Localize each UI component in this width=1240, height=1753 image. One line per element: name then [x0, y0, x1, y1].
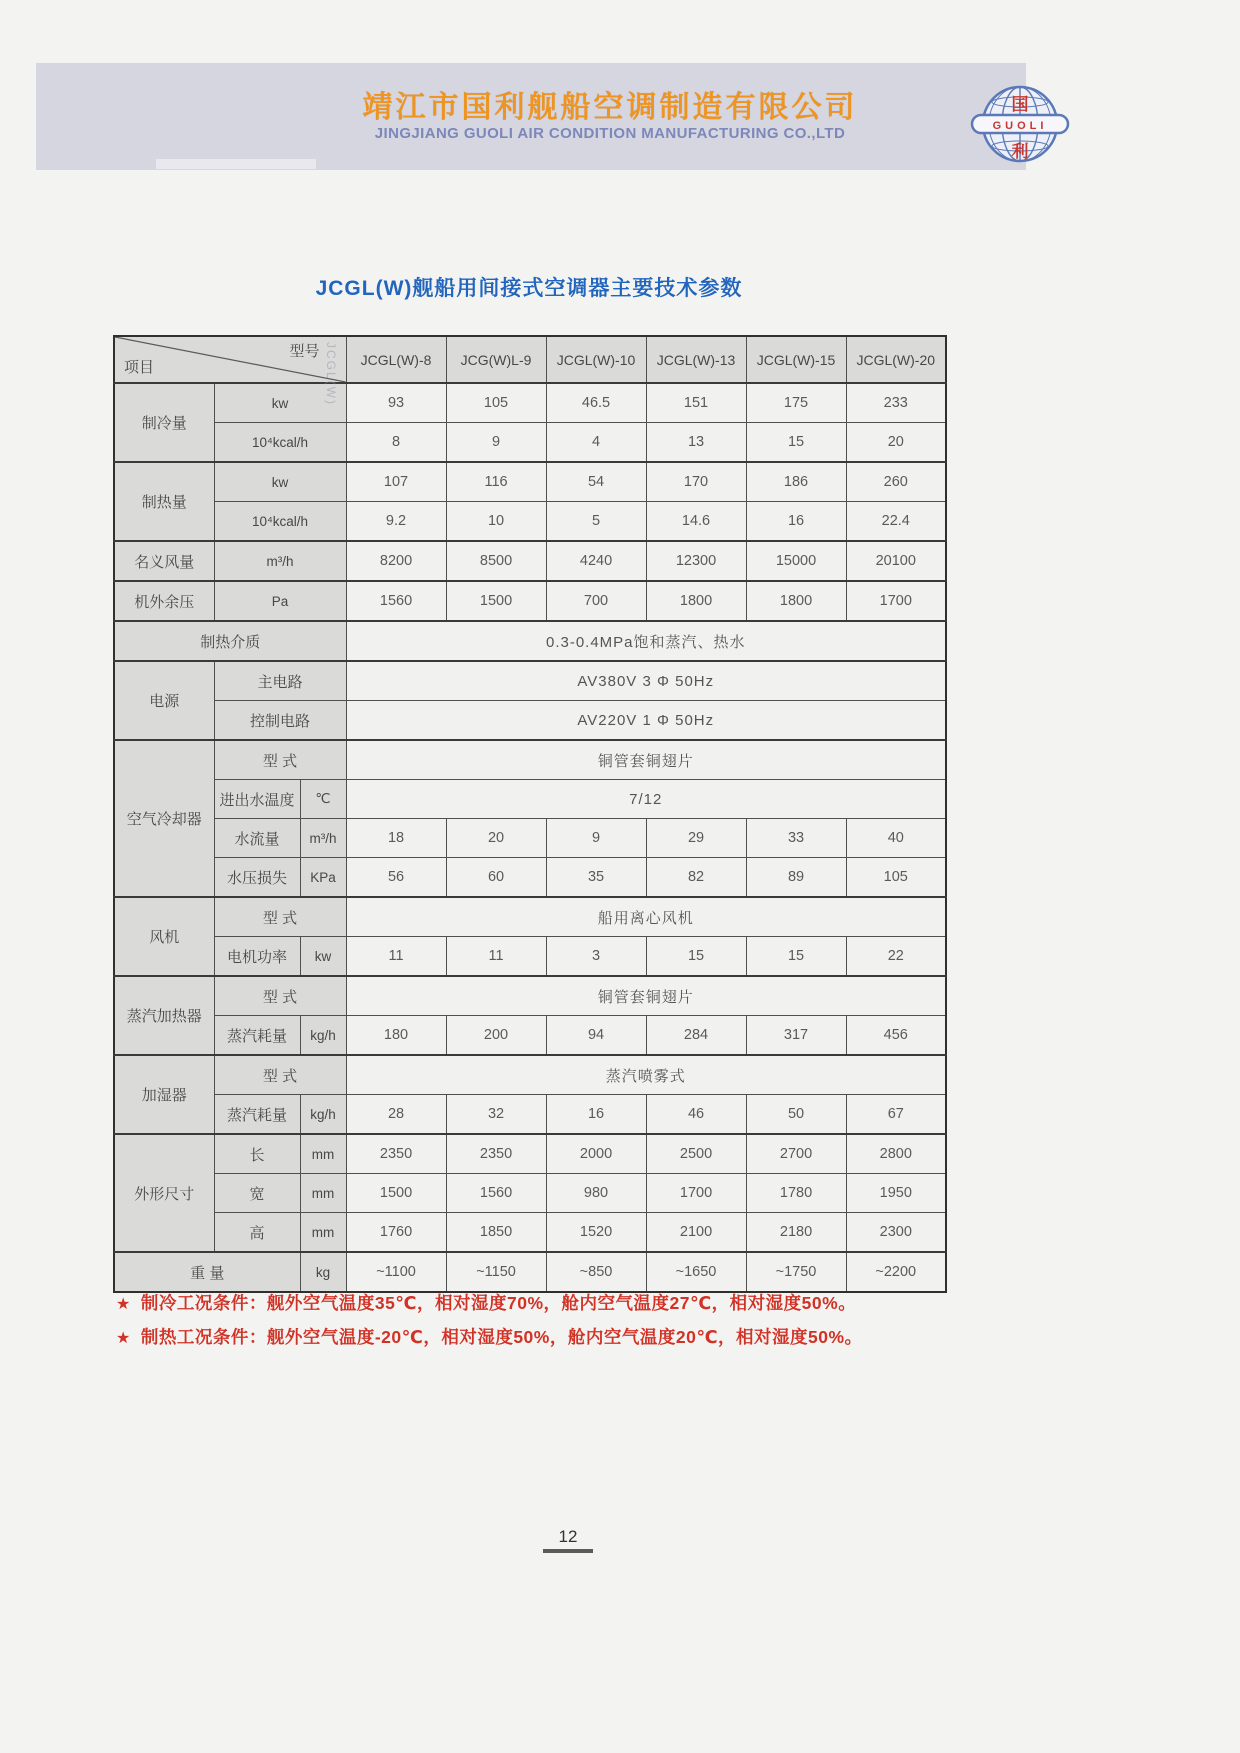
value-cell: 105	[446, 383, 546, 423]
value-cell: 46	[646, 1095, 746, 1135]
unit-cell: ℃	[300, 780, 346, 819]
corner-label-item: 项目	[124, 359, 155, 376]
value-cell: 35	[546, 858, 646, 898]
unit-cell: kg/h	[300, 1095, 346, 1135]
footnotes	[116, 1290, 976, 1358]
value-cell: 116	[446, 462, 546, 502]
table-row	[114, 740, 946, 780]
value-cell: 200	[446, 1016, 546, 1056]
value-cell: 5	[546, 502, 646, 542]
value-cell: 1760	[346, 1213, 446, 1253]
value-cell: 700	[546, 581, 646, 621]
value-cell: 1700	[646, 1174, 746, 1213]
value-cell: 10	[446, 502, 546, 542]
table-corner-cell	[114, 336, 346, 383]
value-cell: 11	[346, 937, 446, 977]
value-cell: 67	[846, 1095, 946, 1135]
value-cell: 12300	[646, 541, 746, 581]
value-cell: 1800	[646, 581, 746, 621]
row-label-cell: 型 式	[214, 740, 346, 780]
table-body	[114, 383, 946, 1292]
value-cell: 233	[846, 383, 946, 423]
table-row	[114, 1252, 946, 1292]
value-cell: ~2200	[846, 1252, 946, 1292]
value-cell: 89	[746, 858, 846, 898]
page-title: JCGL(W)舰船用间接式空调器主要技术参数	[315, 277, 743, 300]
row-label-cell: 型 式	[214, 976, 346, 1016]
unit-cell: 10⁴kcal/h	[214, 502, 346, 542]
unit-cell: mm	[300, 1134, 346, 1174]
value-cell: 2000	[546, 1134, 646, 1174]
value-cell: 16	[746, 502, 846, 542]
footnote-item	[116, 1324, 976, 1349]
table-header-row	[114, 336, 946, 383]
value-cell: 22.4	[846, 502, 946, 542]
table-row	[114, 541, 946, 581]
company-name-zh: 靖江市国利舰船空调制造有限公司	[362, 91, 858, 124]
value-cell: 107	[346, 462, 446, 502]
row-label-cell: 制冷量	[114, 383, 214, 462]
value-cell: ~1750	[746, 1252, 846, 1292]
value-cell: 40	[846, 819, 946, 858]
value-cell: 15	[746, 937, 846, 977]
row-label-cell: 控制电路	[214, 701, 346, 741]
row-label-cell: 制热介质	[114, 621, 346, 661]
value-cell: 170	[646, 462, 746, 502]
table-row	[114, 701, 946, 741]
value-cell: 29	[646, 819, 746, 858]
spec-table	[113, 335, 947, 1293]
table-row	[114, 661, 946, 701]
value-cell: 13	[646, 423, 746, 463]
value-cell: 2350	[446, 1134, 546, 1174]
unit-cell: m³/h	[300, 819, 346, 858]
row-label-cell: 宽	[214, 1174, 300, 1213]
value-cell: 14.6	[646, 502, 746, 542]
row-label-cell: 电源	[114, 661, 214, 740]
row-label-cell: 蒸汽耗量	[214, 1095, 300, 1135]
unit-cell: kw	[214, 383, 346, 423]
table-row	[114, 937, 946, 977]
merged-value-cell: 船用离心风机	[346, 897, 946, 937]
unit-cell: kg	[300, 1252, 346, 1292]
value-cell: 8	[346, 423, 446, 463]
table-row	[114, 423, 946, 463]
globe-icon	[970, 72, 1070, 172]
value-cell: 16	[546, 1095, 646, 1135]
value-cell: 82	[646, 858, 746, 898]
value-cell: 4240	[546, 541, 646, 581]
company-name-en: JINGJIANG GUOLI AIR CONDITION MANUFACTURING CO.,LTD	[374, 125, 846, 142]
value-cell: 46.5	[546, 383, 646, 423]
footnote-item	[116, 1290, 976, 1315]
table-row	[114, 1055, 946, 1095]
row-label-cell: 蒸汽加热器	[114, 976, 214, 1055]
table-row	[114, 1134, 946, 1174]
table-row	[114, 581, 946, 621]
unit-cell: m³/h	[214, 541, 346, 581]
unit-cell: 10⁴kcal/h	[214, 423, 346, 463]
model-header-cell: JCGL(W)-13	[646, 336, 746, 383]
value-cell: 20	[446, 819, 546, 858]
value-cell: 2800	[846, 1134, 946, 1174]
row-label-cell: 加湿器	[114, 1055, 214, 1134]
row-label-cell: 外形尺寸	[114, 1134, 214, 1252]
model-header-cell: JCGL(W)-20	[846, 336, 946, 383]
value-cell: 1850	[446, 1213, 546, 1253]
row-label-cell: 制热量	[114, 462, 214, 541]
value-cell: ~850	[546, 1252, 646, 1292]
value-cell: ~1150	[446, 1252, 546, 1292]
value-cell: 1700	[846, 581, 946, 621]
unit-cell: KPa	[300, 858, 346, 898]
value-cell: 105	[846, 858, 946, 898]
footnote-text: 制热工况条件：舰外空气温度-20℃，相对湿度50%，舱内空气温度20℃，相对湿度50%。	[140, 1327, 863, 1347]
value-cell: 2300	[846, 1213, 946, 1253]
value-cell: 93	[346, 383, 446, 423]
value-cell: 2180	[746, 1213, 846, 1253]
value-cell: 456	[846, 1016, 946, 1056]
value-cell: 1520	[546, 1213, 646, 1253]
value-cell: 54	[546, 462, 646, 502]
value-cell: ~1100	[346, 1252, 446, 1292]
logo-top-char: 国	[1011, 95, 1029, 114]
logo-banner-text: GUOLI	[992, 120, 1048, 132]
row-label-cell: 电机功率	[214, 937, 300, 977]
row-label-cell: 高	[214, 1213, 300, 1253]
scan-ghost-text: JCGL(W)	[324, 342, 338, 406]
row-label-cell: 进出水温度	[214, 780, 300, 819]
table-row	[114, 502, 946, 542]
table-row	[114, 858, 946, 898]
star-icon: ★	[116, 1296, 131, 1313]
table-row	[114, 462, 946, 502]
value-cell: 9	[546, 819, 646, 858]
corner-label-model: 型号	[289, 343, 320, 360]
page-number: 12	[543, 1527, 594, 1553]
unit-cell: kg/h	[300, 1016, 346, 1056]
table-row	[114, 1174, 946, 1213]
row-label-cell: 机外余压	[114, 581, 214, 621]
row-label-cell: 水流量	[214, 819, 300, 858]
value-cell: 9	[446, 423, 546, 463]
value-cell: 317	[746, 1016, 846, 1056]
unit-cell: Pa	[214, 581, 346, 621]
value-cell: 2700	[746, 1134, 846, 1174]
value-cell: 1800	[746, 581, 846, 621]
value-cell: 32	[446, 1095, 546, 1135]
row-label-cell: 名义风量	[114, 541, 214, 581]
table-row	[114, 1016, 946, 1056]
value-cell: 1560	[446, 1174, 546, 1213]
table-row	[114, 1213, 946, 1253]
unit-cell: kw	[214, 462, 346, 502]
value-cell: 2350	[346, 1134, 446, 1174]
value-cell: 186	[746, 462, 846, 502]
value-cell: 2100	[646, 1213, 746, 1253]
value-cell: 1950	[846, 1174, 946, 1213]
merged-value-cell: 铜管套铜翅片	[346, 976, 946, 1016]
value-cell: 33	[746, 819, 846, 858]
value-cell: 980	[546, 1174, 646, 1213]
page-number-wrap	[488, 1527, 648, 1553]
merged-value-cell: 蒸汽喷雾式	[346, 1055, 946, 1095]
value-cell: 2500	[646, 1134, 746, 1174]
model-header-cell: JCGL(W)-10	[546, 336, 646, 383]
value-cell: 175	[746, 383, 846, 423]
table-row	[114, 780, 946, 819]
value-cell: 15	[746, 423, 846, 463]
value-cell: 9.2	[346, 502, 446, 542]
value-cell: 60	[446, 858, 546, 898]
value-cell: 11	[446, 937, 546, 977]
merged-value-cell: 铜管套铜翅片	[346, 740, 946, 780]
value-cell: 28	[346, 1095, 446, 1135]
value-cell: 3	[546, 937, 646, 977]
row-label-cell: 主电路	[214, 661, 346, 701]
value-cell: 1780	[746, 1174, 846, 1213]
value-cell: 15	[646, 937, 746, 977]
value-cell: 20100	[846, 541, 946, 581]
value-cell: 260	[846, 462, 946, 502]
row-label-cell: 型 式	[214, 897, 346, 937]
row-label-cell: 型 式	[214, 1055, 346, 1095]
table-row	[114, 1095, 946, 1135]
row-label-cell: 风机	[114, 897, 214, 976]
company-logo	[970, 72, 1070, 172]
unit-cell: kw	[300, 937, 346, 977]
logo-bottom-char: 利	[1011, 142, 1029, 161]
table-row	[114, 621, 946, 661]
row-label-cell: 长	[214, 1134, 300, 1174]
star-icon: ★	[116, 1330, 131, 1347]
value-cell: 284	[646, 1016, 746, 1056]
footnote-text: 制冷工况条件：舰外空气温度35℃，相对湿度70%，舱内空气温度27℃，相对湿度50%。	[140, 1293, 857, 1313]
row-label-cell: 空气冷却器	[114, 740, 214, 897]
value-cell: 8500	[446, 541, 546, 581]
merged-value-cell: 7/12	[346, 780, 946, 819]
value-cell: 8200	[346, 541, 446, 581]
merged-value-cell: AV220V 1 Φ 50Hz	[346, 701, 946, 741]
value-cell: 15000	[746, 541, 846, 581]
value-cell: 180	[346, 1016, 446, 1056]
unit-cell: mm	[300, 1174, 346, 1213]
row-label-cell: 蒸汽耗量	[214, 1016, 300, 1056]
value-cell: 20	[846, 423, 946, 463]
value-cell: 151	[646, 383, 746, 423]
value-cell: 1500	[446, 581, 546, 621]
model-header-cell: JCGL(W)-15	[746, 336, 846, 383]
table-row	[114, 383, 946, 423]
row-label-cell: 水压损失	[214, 858, 300, 898]
table-row	[114, 819, 946, 858]
value-cell: 4	[546, 423, 646, 463]
value-cell: 50	[746, 1095, 846, 1135]
value-cell: 22	[846, 937, 946, 977]
value-cell: 94	[546, 1016, 646, 1056]
value-cell: 1500	[346, 1174, 446, 1213]
model-header-cell: JCG(W)L-9	[446, 336, 546, 383]
scan-streak	[156, 159, 316, 169]
value-cell: ~1650	[646, 1252, 746, 1292]
merged-value-cell: 0.3-0.4MPa饱和蒸汽、热水	[346, 621, 946, 661]
value-cell: 56	[346, 858, 446, 898]
model-header-cell: JCGL(W)-8	[346, 336, 446, 383]
row-label-cell: 重 量	[114, 1252, 300, 1292]
value-cell: 1560	[346, 581, 446, 621]
value-cell: 18	[346, 819, 446, 858]
table-row	[114, 976, 946, 1016]
merged-value-cell: AV380V 3 Φ 50Hz	[346, 661, 946, 701]
unit-cell: mm	[300, 1213, 346, 1253]
table-row	[114, 897, 946, 937]
